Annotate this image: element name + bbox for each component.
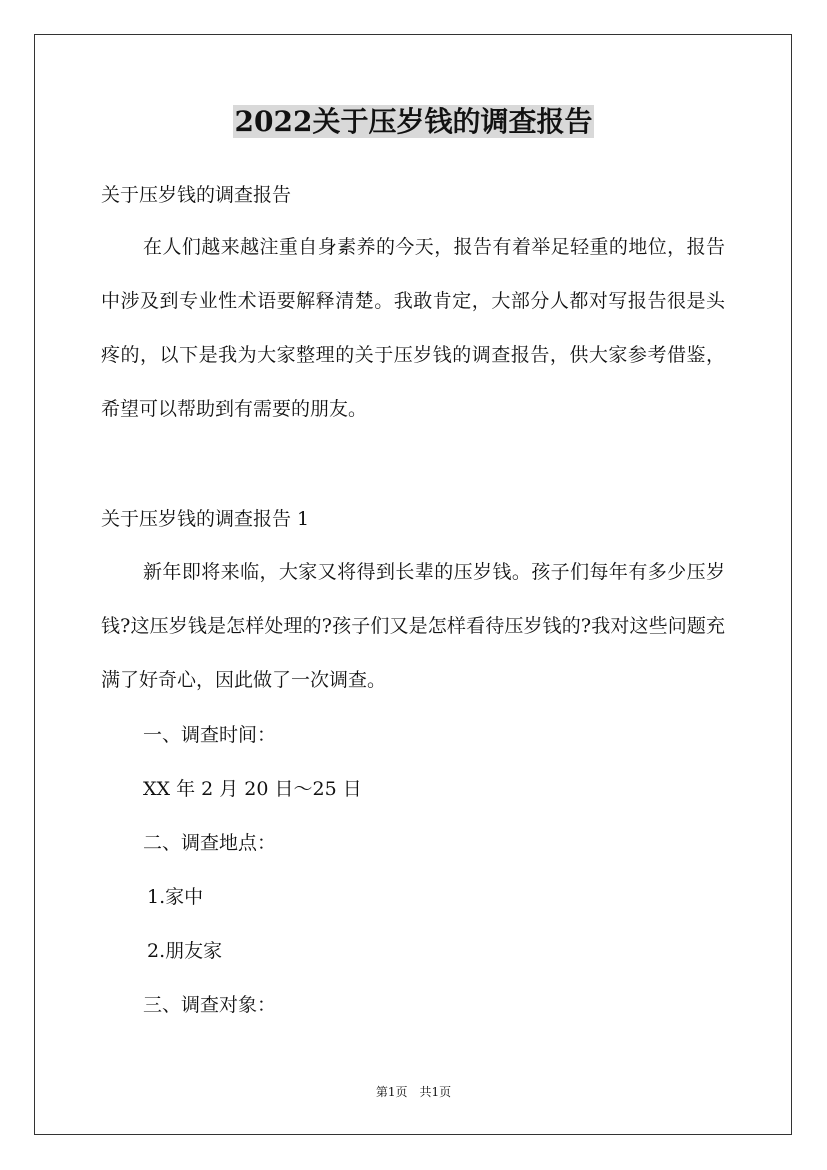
section-heading: 关于压岁钱的调查报告 1 xyxy=(101,508,310,530)
place-heading: 二、调查地点： xyxy=(143,832,277,854)
time-heading: 一、调查时间： xyxy=(143,724,277,746)
page-footer: 第1页 共1页 xyxy=(375,1085,452,1099)
document-subtitle: 关于压岁钱的调查报告 xyxy=(101,184,292,206)
intro-paragraph: 在人们越来越注重自身素养的今天，报告有着举足轻重的地位，报告中涉及到专业性术语要解释清楚。我敢肯定，大部分人都对写报告很是头疼的，以下是我为大家整理的关于压岁钱的调查报告，供大家参考借鉴，希望可以帮助到有需要的朋友。 xyxy=(101,236,725,420)
document-title-text: 2022关于压岁钱的调查报告 xyxy=(234,105,593,138)
target-heading: 三、调查对象： xyxy=(143,994,277,1016)
section-paragraph: 新年即将来临，大家又将得到长辈的压岁钱。孩子们每年有多少压岁钱?这压岁钱是怎样处理的?孩子们又是怎样看待压岁钱的?我对这些问题充满了好奇心，因此做了一次调查。 xyxy=(101,561,725,691)
place-item-1: 1.家中 xyxy=(147,886,204,908)
place-item-2: 2.朋友家 xyxy=(147,940,223,962)
document-title xyxy=(0,100,827,144)
time-value: XX 年 2 月 20 日～25 日 xyxy=(143,778,362,800)
